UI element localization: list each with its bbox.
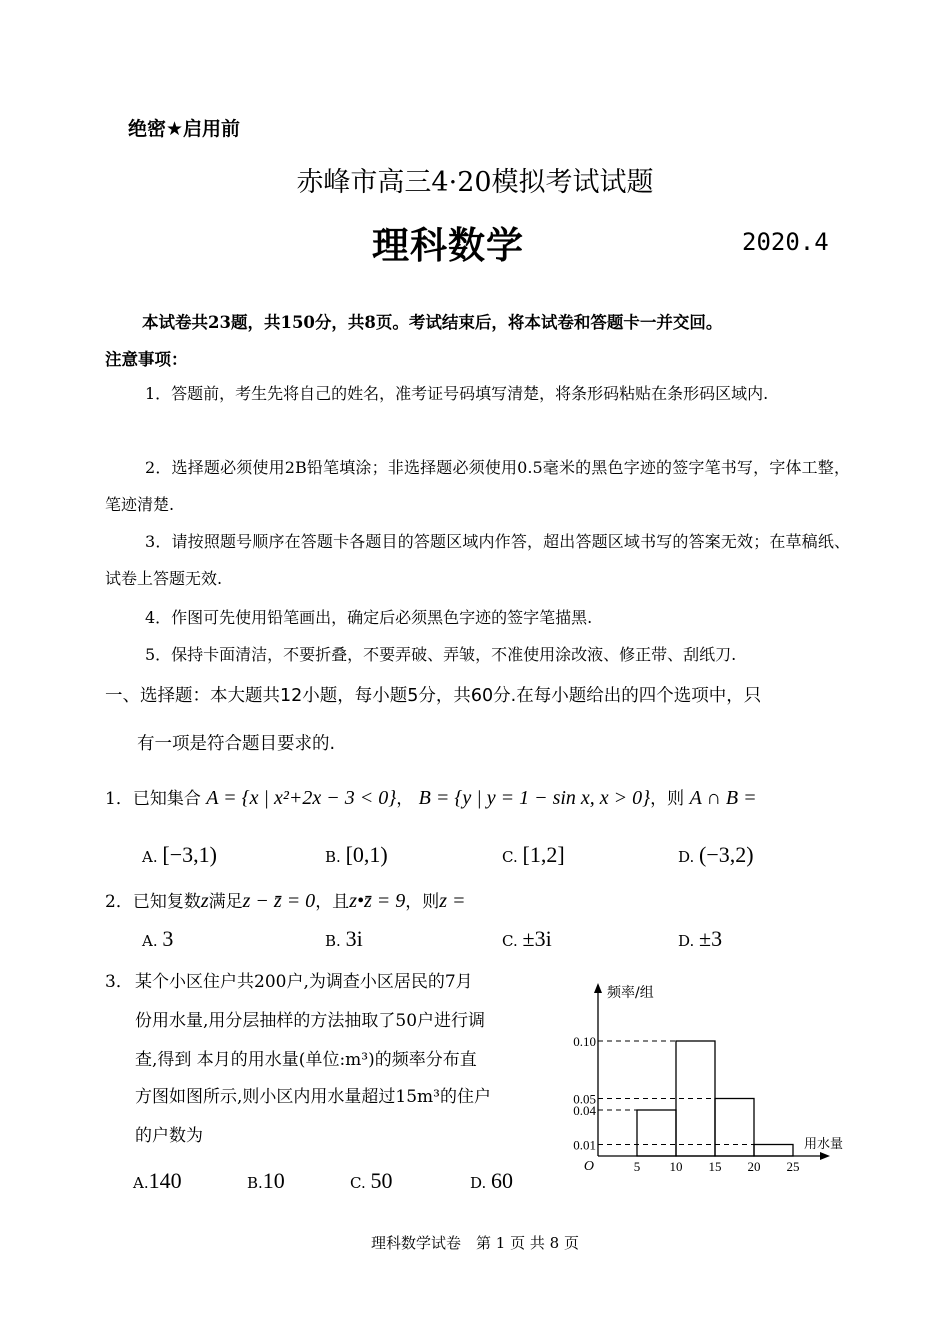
notice-item: 4．作图可先使用铅笔画出，确定后必须黑色字迹的签字笔描黑. (145, 608, 593, 627)
histogram-bar (637, 1110, 676, 1156)
page-footer: 理科数学试卷 第 1 页 共 8 页 (371, 1234, 579, 1252)
question-3-line: 某个小区住户共200户,为调查小区居民的7月 (135, 972, 473, 992)
notice-heading: 注意事项： (105, 350, 188, 369)
notice-item: 5．保持卡面清洁，不要折叠，不要弄破、弄皱，不准使用涂改液、修正带、刮纸刀. (145, 645, 737, 664)
question-text-tail: ，则 (405, 892, 440, 912)
q2-option-a: A. 3 (142, 926, 174, 951)
question-text: ，且 (315, 892, 350, 912)
histogram-bar (715, 1099, 754, 1157)
set-b-expr: B = {y | y = 1 − sin x, x > 0} (418, 787, 651, 809)
y-axis-arrow (594, 983, 602, 993)
question-3-line: 份用水量,用分层抽样的方法抽取了50户进行调 (135, 1011, 486, 1031)
question-ask: z = (439, 890, 466, 912)
question-1 (105, 784, 757, 810)
exam-summary: 本试卷共23题，共150分，共8页。考试结束后，将本试卷和答题卡一并交回。 (142, 313, 723, 332)
y-tick-label: 0.10 (573, 1034, 596, 1049)
origin-label: O (583, 1159, 594, 1174)
y-tick-label: 0.01 (573, 1137, 596, 1153)
x-axis-label: 用水量 (804, 1137, 844, 1152)
water-usage-histogram (560, 980, 860, 1175)
y-tick-label: 0.05 (573, 1091, 596, 1107)
x-tick-label: 25 (786, 1159, 800, 1174)
question-3-line: 的户数为 (135, 1126, 203, 1146)
question-3-number: 3． (105, 972, 133, 992)
y-tick-label: 0.04 (573, 1103, 596, 1118)
q2-option-b: B. 3i (325, 926, 363, 951)
x-tick-label: 5 (633, 1159, 641, 1174)
question-text: 满足 (208, 892, 243, 912)
question-3-line: 查,得到 本月的用水量(单位:m³)的频率分布直 (135, 1050, 477, 1070)
q1-option-a: A. [−3,1) (142, 842, 217, 867)
question-2 (105, 887, 466, 913)
separator: ， (396, 789, 414, 809)
x-tick-label: 15 (708, 1159, 722, 1174)
condition-2: z•z̄ = 9 (349, 890, 406, 912)
q2-option-c: C. ±3i (502, 926, 552, 951)
subject-title: 理科数学 (372, 224, 524, 267)
x-axis-arrow (820, 1152, 830, 1160)
q1-option-c: C. [1,2] (502, 842, 565, 867)
variable-z: z (200, 890, 209, 912)
condition-1: z − z̄ = 0 (242, 890, 316, 912)
y-axis-label: 频率/组 (607, 985, 654, 1001)
q2-option-d: D. ±3 (678, 926, 723, 951)
q3-option-a: A.140 (133, 1168, 182, 1193)
question-ask: A ∩ B = (689, 787, 757, 809)
confidential-label: 绝密★启用前 (128, 118, 241, 140)
notice-item: 3．请按照题号顺序在答题卡各题目的答题区域内作答，超出答题区域书写的答案无效；在草稿纸、试卷上答题无效. (105, 532, 850, 588)
question-text-tail: ，则 (650, 789, 685, 809)
question-number: 2． (105, 892, 133, 912)
exam-title: 赤峰市高三4·20模拟考试试题 (296, 167, 654, 198)
q1-option-b: B. [0,1) (325, 842, 388, 867)
q1-option-d: D. (−3,2) (678, 842, 754, 867)
q3-option-c: C. 50 (350, 1168, 393, 1193)
histogram-bar (754, 1145, 793, 1157)
section-heading: 一、选择题：本大题共12小题，每小题5分，共60分.在每小题给出的四个选项中，只 (105, 686, 762, 706)
question-text: 已知复数 (132, 892, 201, 912)
question-3-line: 方图如图所示,则小区内用水量超过15m³的住户 (135, 1087, 491, 1107)
x-tick-label: 20 (747, 1159, 761, 1174)
q3-option-d: D. 60 (470, 1168, 514, 1193)
notice-item: 1．答题前，考生先将自己的姓名，准考证号码填写清楚，将条形码粘贴在条形码区域内. (145, 384, 769, 403)
notice-item: 2．选择题必须使用2B铅笔填涂；非选择题必须使用0.5毫米的黑色字迹的签字笔书写，字体工整，笔迹清楚. (105, 458, 850, 514)
question-text: 已知集合 (132, 789, 201, 809)
set-a-expr: A = {x | x²+2x − 3 < 0} (206, 787, 397, 809)
x-tick-label: 10 (669, 1159, 683, 1174)
exam-date: 2020.4 (742, 228, 829, 256)
q3-option-b: B.10 (247, 1168, 285, 1193)
question-number: 1． (105, 789, 133, 809)
section-heading-cont: 有一项是符合题目要求的. (137, 734, 336, 754)
